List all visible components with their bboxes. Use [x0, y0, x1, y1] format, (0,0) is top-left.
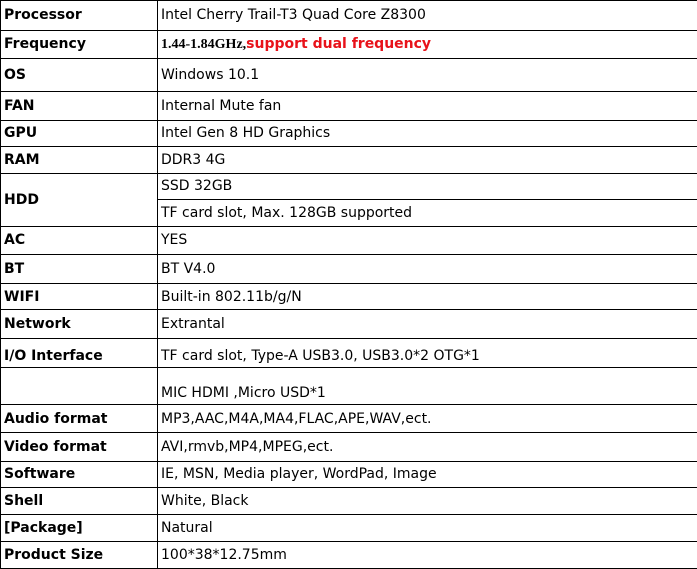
- table-row: [1, 120, 697, 147]
- spec-value: [158, 30, 697, 59]
- table-row: [1, 226, 697, 255]
- table-row: [1, 432, 697, 461]
- table-row: [1, 91, 697, 120]
- spec-label: [Package]: [1, 514, 158, 542]
- table-row: [1, 514, 697, 542]
- spec-label: RAM: [1, 147, 158, 174]
- table-row: [1, 30, 697, 59]
- spec-value: Intel Cherry Trail-T3 Quad Core Z8300: [158, 1, 697, 31]
- spec-label: AC: [1, 226, 158, 255]
- spec-label: Shell: [1, 488, 158, 515]
- spec-value: 100*38*12.75mm: [158, 542, 697, 569]
- spec-label: Processor: [1, 1, 158, 31]
- spec-label: HDD: [1, 173, 158, 226]
- table-row: [1, 59, 697, 92]
- spec-value: AVI,rmvb,MP4,MPEG,ect.: [158, 432, 697, 461]
- table-row: [1, 283, 697, 310]
- table-row: [1, 173, 697, 200]
- spec-value: MP3,AAC,M4A,MA4,FLAC,APE,WAV,ect.: [158, 405, 697, 433]
- spec-label: FAN: [1, 91, 158, 120]
- spec-label: Product Size: [1, 542, 158, 569]
- table-row: [1, 461, 697, 488]
- table-row: [1, 542, 697, 569]
- spec-value: Intel Gen 8 HD Graphics: [158, 120, 697, 147]
- table-row: [1, 147, 697, 174]
- spec-label: Audio format: [1, 405, 158, 433]
- spec-label: Software: [1, 461, 158, 488]
- table-row: [1, 1, 697, 31]
- frequency-highlight: support dual frequency: [246, 35, 432, 52]
- spec-label: BT: [1, 255, 158, 284]
- spec-value: YES: [158, 226, 697, 255]
- spec-value: TF card slot, Type-A USB3.0, USB3.0*2 OTG*1: [158, 339, 697, 368]
- spec-label: Network: [1, 310, 158, 339]
- spec-value: Built-in 802.11b/g/N: [158, 283, 697, 310]
- spec-label-empty: [1, 367, 158, 405]
- table-row: [1, 367, 697, 405]
- spec-label: GPU: [1, 120, 158, 147]
- spec-value: Extrantal: [158, 310, 697, 339]
- spec-value: Windows 10.1: [158, 59, 697, 92]
- spec-label: WIFI: [1, 283, 158, 310]
- table-row: [1, 255, 697, 284]
- spec-value: IE, MSN, Media player, WordPad, Image: [158, 461, 697, 488]
- spec-label: Frequency: [1, 30, 158, 59]
- spec-value: Internal Mute fan: [158, 91, 697, 120]
- spec-value: DDR3 4G: [158, 147, 697, 174]
- spec-label: I/O Interface: [1, 339, 158, 368]
- table-row: [1, 488, 697, 515]
- spec-value: Natural: [158, 514, 697, 542]
- spec-value: MIC HDMI ,Micro USD*1: [158, 367, 697, 405]
- spec-value: BT V4.0: [158, 255, 697, 284]
- table-row: [1, 339, 697, 368]
- table-row: [1, 310, 697, 339]
- spec-label: Video format: [1, 432, 158, 461]
- spec-value: TF card slot, Max. 128GB supported: [158, 200, 697, 227]
- frequency-value: 1.44-1.84GHz,: [161, 36, 247, 52]
- spec-label: OS: [1, 59, 158, 92]
- spec-value: SSD 32GB: [158, 173, 697, 200]
- table-row: [1, 405, 697, 433]
- spec-value: White, Black: [158, 488, 697, 515]
